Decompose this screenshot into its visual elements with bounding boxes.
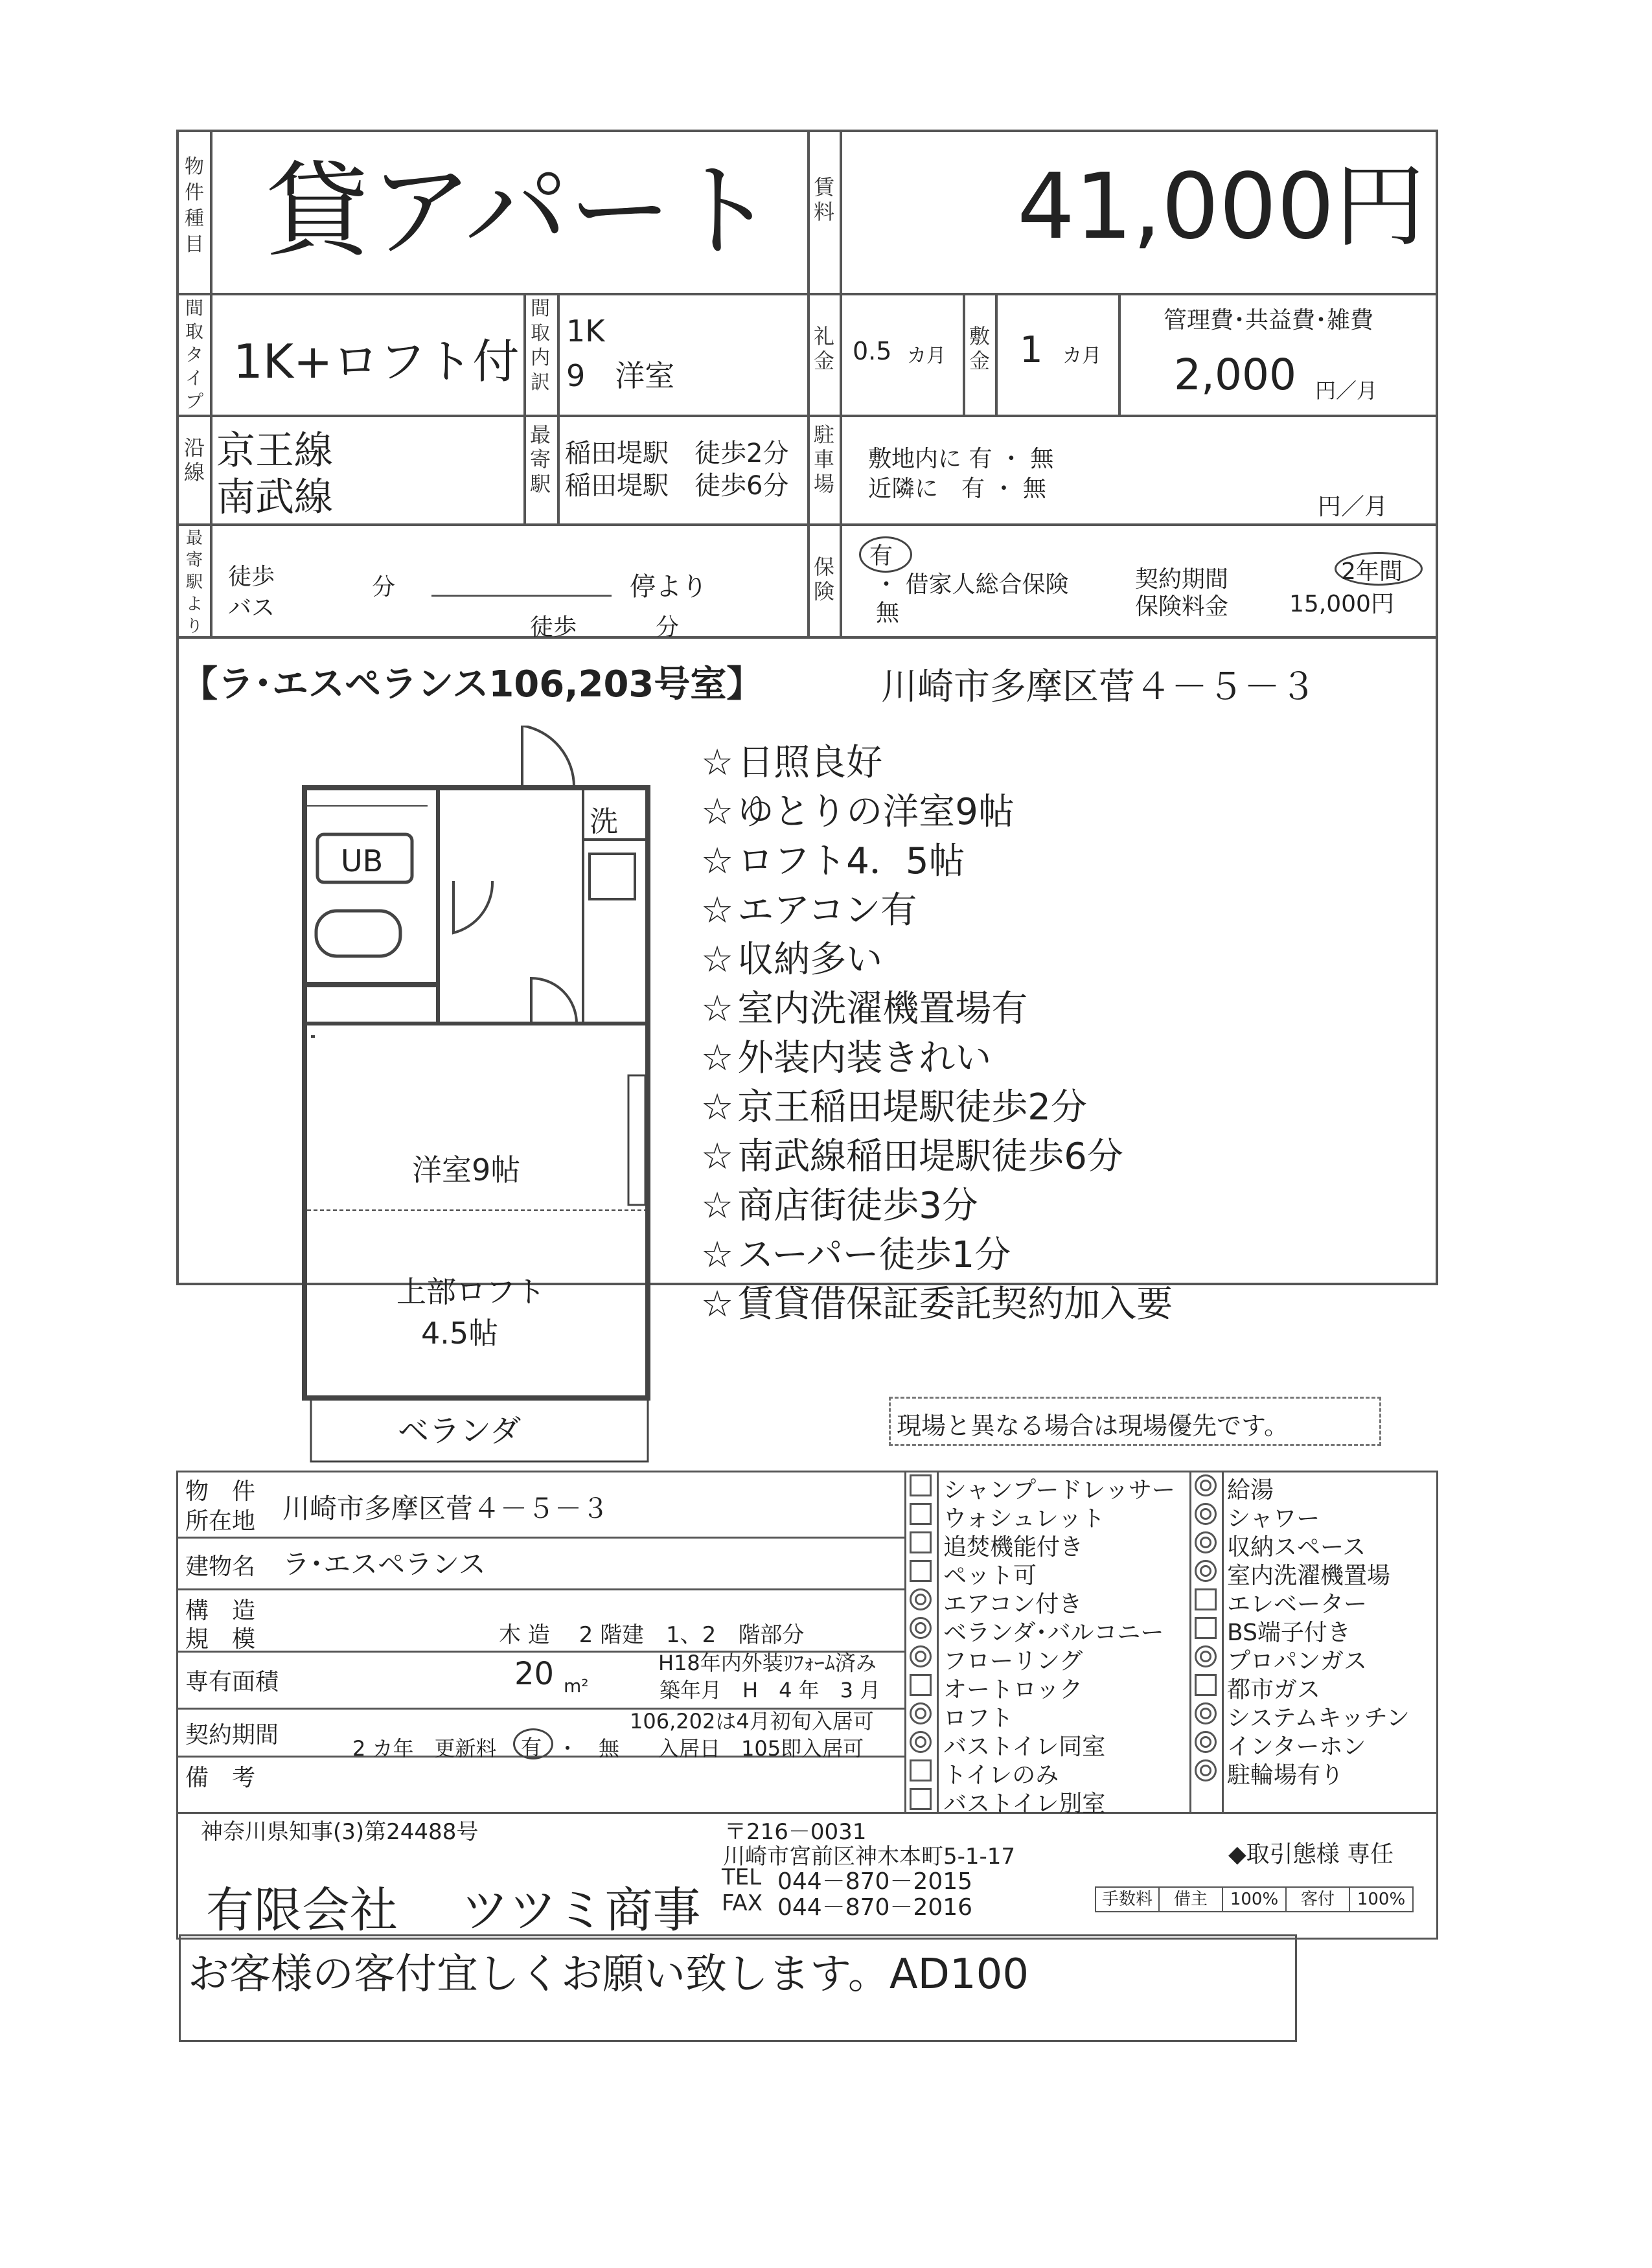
key-money-value: 0.5 — [853, 337, 892, 365]
amenity-label: バストイレ別室 — [943, 1791, 1106, 1817]
star-icon: ☆ — [701, 1185, 734, 1227]
rent-amount: 41,000円 — [1017, 154, 1425, 260]
star-icon: ☆ — [701, 1283, 734, 1325]
feature-item — [701, 1231, 1173, 1280]
fee-unit: 円／月 — [1315, 378, 1378, 403]
parking-unit: 円／月 — [1318, 494, 1388, 520]
amenity-label: シャンプードレッサー — [943, 1477, 1175, 1504]
property-address: 川崎市多摩区菅４－５－３ — [881, 666, 1316, 708]
location-label-2: 所在地 — [185, 1508, 256, 1535]
room-label: 洋室9帖 — [412, 1152, 521, 1187]
star-icon: ☆ — [701, 1234, 734, 1276]
star-icon: ☆ — [701, 889, 734, 932]
amenity-checkbox — [1195, 1474, 1217, 1496]
property-title: 【ラ･エスペランス106,203号室】 — [181, 663, 763, 705]
minutes-1: 分 — [372, 574, 396, 601]
amenity-checkbox — [910, 1645, 932, 1667]
insurance-fee-label: 保険料金 — [1135, 593, 1229, 620]
bath-label: UB — [341, 843, 384, 878]
rule — [937, 1471, 939, 1814]
feature-text: ゆとりの洋室9帖 — [737, 791, 1015, 833]
rule — [1222, 1471, 1224, 1814]
renewal-no: ・ 無 — [557, 1736, 620, 1761]
amenity-label: フローリング — [943, 1648, 1083, 1675]
rule — [963, 293, 965, 416]
location-label-1: 物 件 — [185, 1478, 256, 1505]
amenity-checkbox — [1195, 1531, 1217, 1553]
fee-cell: 100% — [1222, 1888, 1285, 1911]
insurance-yes: 有 — [869, 543, 893, 569]
feature-text: 日照良好 — [737, 742, 883, 784]
built-date: 築年月 H 4 年 3 月 — [660, 1678, 881, 1702]
amenity-checkbox — [910, 1560, 932, 1582]
amenity-label: 追焚機能付き — [943, 1534, 1084, 1561]
star-icon: ☆ — [701, 1037, 734, 1079]
license-number: 神奈川県知事(3)第24488号 — [201, 1819, 479, 1845]
rule — [210, 130, 212, 637]
amenity-checkbox — [910, 1674, 932, 1696]
station-1: 稲田堤駅 徒歩2分 — [565, 439, 789, 468]
fee-table — [1095, 1886, 1414, 1912]
amenity-label: システムキッチン — [1227, 1705, 1410, 1732]
rule — [523, 293, 526, 525]
feature-text: エアコン有 — [737, 889, 917, 932]
insurance-label: 保険 — [813, 555, 834, 604]
rent-label: 賃料 — [813, 175, 834, 224]
building-label: 建物名 — [185, 1553, 256, 1580]
amenity-label: 室内洗濯機置場 — [1227, 1563, 1391, 1589]
amenity-checkbox — [910, 1788, 932, 1810]
feature-item — [701, 886, 1173, 935]
tel-label: TEL — [722, 1864, 762, 1890]
feature-item — [701, 1182, 1173, 1231]
fee-cell: 100% — [1349, 1888, 1412, 1911]
amenity-label: ペット可 — [943, 1563, 1037, 1589]
amenity-label: ベランダ･バルコニー — [943, 1620, 1164, 1646]
feature-item — [701, 1280, 1173, 1329]
feature-item — [701, 837, 1173, 886]
amenity-checkbox — [910, 1702, 932, 1724]
rule — [840, 130, 842, 637]
availability-1: 106,202は4月初旬入居可 — [630, 1709, 874, 1734]
parking-2: 近隣に 有 ・ 無 — [868, 475, 1046, 502]
star-icon: ☆ — [701, 840, 734, 882]
rule — [176, 1537, 904, 1539]
feature-text: ロフト4．5帖 — [737, 840, 965, 882]
feature-text: 南武線稲田堤駅徒歩6分 — [737, 1136, 1123, 1178]
amenity-label: トイレのみ — [943, 1762, 1059, 1789]
rule — [807, 130, 810, 637]
amenity-checkbox — [910, 1531, 932, 1553]
stop-label: 停より — [630, 572, 707, 602]
contract-value: 2年間 — [1341, 558, 1403, 585]
feature-item — [701, 1132, 1173, 1182]
line-label: 沿線 — [183, 435, 205, 485]
amenity-label: 駐輪場有り — [1227, 1762, 1344, 1789]
insurance-no: 無 — [876, 600, 900, 626]
amenity-checkbox — [1195, 1674, 1217, 1696]
walk-label: 徒歩 — [228, 564, 275, 590]
insurance-fee-value: 15,000円 — [1289, 591, 1394, 617]
renewal-yes: 有 — [521, 1735, 542, 1759]
insurance-type: ・ 借家人総合保険 — [875, 571, 1069, 598]
bus-label: バス — [228, 595, 275, 621]
star-icon: ☆ — [701, 742, 734, 784]
fee-cell: 手数料 — [1101, 1890, 1153, 1909]
amenity-label: ウォシュレット — [943, 1506, 1105, 1532]
amenity-checkbox — [910, 1503, 932, 1525]
feature-item — [701, 985, 1173, 1034]
contract-period-value: 2 カ年 更新料 — [352, 1736, 497, 1761]
star-icon: ☆ — [701, 988, 734, 1030]
deposit-unit: カ月 — [1062, 345, 1101, 367]
amenity-label: シャワー — [1227, 1506, 1320, 1532]
star-icon: ☆ — [701, 1136, 734, 1178]
amenity-label: プロパンガス — [1227, 1648, 1368, 1675]
building-value: ラ･エスペランス — [282, 1548, 486, 1580]
walk-label-2: 徒歩 — [530, 614, 577, 641]
property-type: 貸アパート — [266, 150, 776, 271]
station-label: 最寄駅 — [529, 422, 551, 496]
company-name: 有限会社 ツツミ商事 — [206, 1883, 701, 1938]
veranda-label: ベランダ — [398, 1413, 522, 1449]
tel-number: 044－870－2015 — [777, 1868, 973, 1895]
remarks-label: 備 考 — [185, 1765, 256, 1791]
amenity-checkbox — [1195, 1702, 1217, 1724]
location-value: 川崎市多摩区菅４－５－３ — [282, 1493, 610, 1524]
feature-item — [701, 788, 1173, 837]
layout-detail-label: 間取内訳 — [531, 297, 550, 394]
deposit-label: 敷金 — [969, 324, 990, 373]
feature-text: 京王稲田堤駅徒歩2分 — [737, 1086, 1087, 1128]
fax-number: 044－870－2016 — [777, 1894, 973, 1921]
rule — [1189, 1471, 1191, 1814]
amenity-checkbox — [1195, 1645, 1217, 1667]
rule — [176, 1588, 904, 1590]
washer-label: 洗 — [590, 805, 618, 838]
feature-item — [701, 739, 1173, 788]
feature-item — [701, 1034, 1173, 1083]
postal-code: 〒216－0031 — [724, 1819, 867, 1845]
loft-label-1: 上部ロフト — [396, 1274, 545, 1309]
amenity-label: エアコン付き — [943, 1591, 1083, 1618]
layout-type-label: 間取タイプ — [185, 297, 203, 412]
feature-item — [701, 1083, 1173, 1132]
amenity-checkbox — [1195, 1503, 1217, 1525]
feature-text: 室内洗濯機置場有 — [737, 988, 1028, 1030]
area-value: 20 — [514, 1656, 555, 1692]
star-icon: ☆ — [701, 1086, 734, 1128]
amenity-checkbox — [1195, 1560, 1217, 1582]
feature-list — [701, 739, 1173, 1329]
amenity-label: ロフト — [943, 1705, 1014, 1732]
feature-text: 外装内装きれい — [737, 1037, 992, 1079]
amenity-label: 給湯 — [1227, 1477, 1274, 1504]
amenity-label: 都市ガス — [1227, 1677, 1321, 1703]
star-icon: ☆ — [701, 791, 734, 833]
amenity-label: 収納スペース — [1227, 1534, 1366, 1561]
notice-text: 現場と異なる場合は現場優先です。 — [897, 1412, 1289, 1440]
amenity-checkbox — [1195, 1588, 1217, 1610]
amenity-checkbox — [1195, 1759, 1217, 1781]
parking-1: 敷地内に 有 ・ 無 — [868, 446, 1054, 472]
rule — [995, 293, 998, 416]
rule — [904, 1471, 906, 1814]
contract-period-label: 契約期間 — [185, 1722, 279, 1748]
minutes-2: 分 — [656, 614, 680, 641]
feature-text: 収納多い — [737, 939, 883, 981]
amenity-checkbox — [910, 1759, 932, 1781]
amenity-checkbox — [910, 1731, 932, 1753]
amenity-checkbox — [910, 1617, 932, 1639]
bus-stop-blank — [431, 595, 612, 597]
company-address: 川崎市宮前区神木本町5-1-17 — [723, 1844, 1016, 1870]
amenity-label: BS端子付き — [1227, 1620, 1351, 1646]
layout-detail-1: 1K — [566, 314, 605, 349]
layout-detail-2: 9 洋室 — [566, 358, 675, 393]
rule — [557, 293, 560, 525]
fee-cell: 借主 — [1158, 1888, 1222, 1911]
rule — [1118, 293, 1121, 416]
access-label: 最寄駅より — [185, 529, 203, 636]
feature-item — [701, 935, 1173, 985]
feature-text: 賃貸借保証委託契約加入要 — [737, 1283, 1173, 1325]
loft-label-2: 4.5帖 — [421, 1316, 499, 1351]
fax-label: FAX — [722, 1890, 763, 1916]
key-money-label: 礼金 — [813, 324, 834, 373]
availability-2: 入居日 105即入居可 — [658, 1736, 864, 1761]
amenity-checkbox — [1195, 1731, 1217, 1753]
structure-value: 木 造 2 階建 1、2 階部分 — [499, 1622, 805, 1648]
structure-label-2: 規 模 — [185, 1626, 256, 1653]
layout-type: 1K+ロフト付 — [233, 334, 520, 389]
agent-message: お客様の客付宜しくお願い致します。AD100 — [188, 1951, 1029, 1999]
fee-value: 2,000 — [1174, 350, 1296, 400]
amenity-label: バストイレ同室 — [943, 1734, 1106, 1760]
station-2: 稲田堤駅 徒歩6分 — [565, 471, 789, 501]
amenity-checkbox — [910, 1588, 932, 1610]
amenity-label: オートロック — [943, 1677, 1083, 1703]
type-label: 物件種目 — [185, 155, 204, 256]
transaction-type: ◆取引態様 専任 — [1228, 1841, 1394, 1868]
line-2: 南武線 — [216, 475, 333, 520]
fee-label: 管理費･共益費･雑費 — [1164, 307, 1374, 334]
line-1: 京王線 — [216, 428, 333, 474]
parking-label: 駐車場 — [813, 422, 834, 496]
amenity-checkbox — [1195, 1617, 1217, 1639]
fee-cell: 客付 — [1285, 1888, 1349, 1911]
area-unit: m² — [564, 1675, 589, 1697]
star-icon: ☆ — [701, 939, 734, 981]
area-label: 専有面積 — [185, 1669, 279, 1695]
key-money-unit: カ月 — [907, 345, 946, 367]
amenity-checkbox — [910, 1474, 932, 1496]
amenity-label: インターホン — [1227, 1734, 1366, 1760]
amenity-label: エレベーター — [1227, 1591, 1368, 1618]
feature-text: 商店街徒歩3分 — [737, 1185, 978, 1227]
contract-label: 契約期間 — [1135, 566, 1229, 593]
reform-note: H18年内外装ﾘﾌｫｰﾑ済み — [658, 1651, 877, 1675]
deposit-value: 1 — [1020, 329, 1043, 371]
structure-label-1: 構 造 — [185, 1598, 256, 1624]
feature-text: スーパー徒歩1分 — [737, 1234, 1011, 1276]
